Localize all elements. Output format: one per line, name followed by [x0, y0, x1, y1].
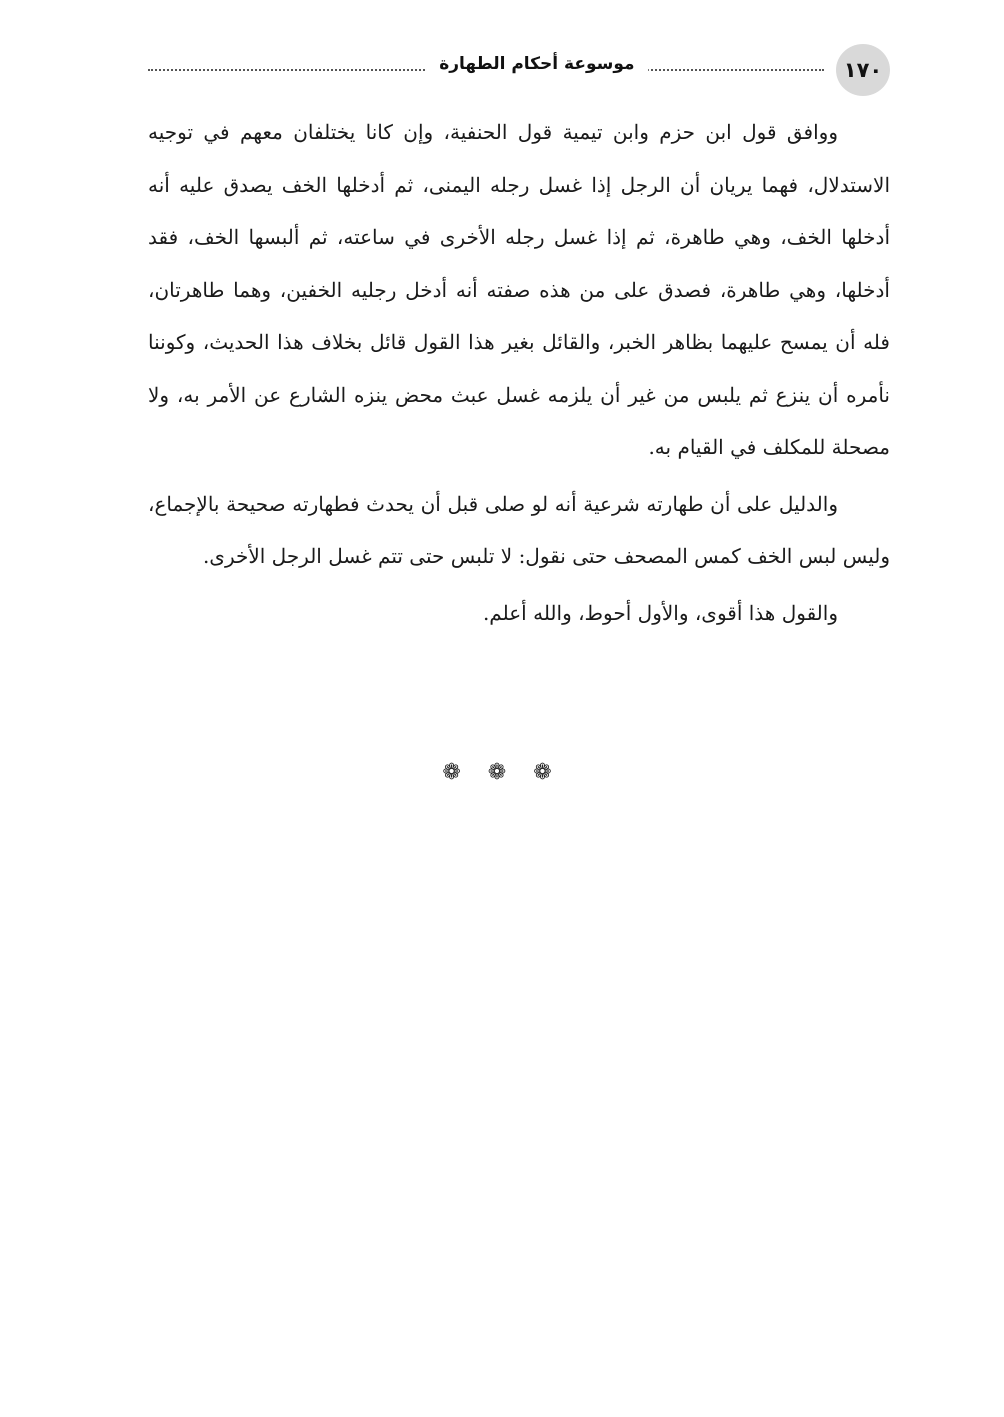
paragraph-2: والدليل على أن طهارته شرعية أنه لو صلى قبل أن يحدث فطهارته صحيحة بالإجماع، وليس لبس الخف كمس المصحف حتى نقول: لا تلبس حتى تتم غسل الرجل الأخرى. [148, 491, 890, 568]
page-header [148, 44, 890, 96]
book-title: موسوعة أحكام الطهارة [425, 54, 648, 74]
body-text [148, 106, 890, 639]
page-number: ١٧٠ [836, 44, 890, 96]
section-divider-ornament: ❁ ❁ ❁ [442, 760, 562, 785]
paragraph-1: ووافق قول ابن حزم وابن تيمية قول الحنفية، وإن كانا يختلفان معهم في توجيه الاستدلال، فهما يريان أن الرجل إذا غسل رجله اليمنى، ثم أدخلها الخف يصدق عليه أنه أدخلها الخف، وهي طاهرة، ثم إذا غسل رجله الأخرى في ساعته، ثم ألبسها الخف، فقد أدخلها، وهي طاهرة، فصدق على من هذه صفته أنه أدخل رجليه الخفين، وهما طاهرتان، فله أن يمسح عليهما بظاهر الخبر، والقائل بغير هذا القول قائل بخلاف هذا الحديث، وكوننا نأمره أن ينزع ثم يلبس من غير أن يلزمه غسل عبث محض ينزه الشارع عن الأمر به، ولا مصحلة للمكلف في القيام به. [148, 120, 890, 459]
paragraph-3: والقول هذا أقوى، والأول أحوط، والله أعلم. [482, 600, 838, 625]
